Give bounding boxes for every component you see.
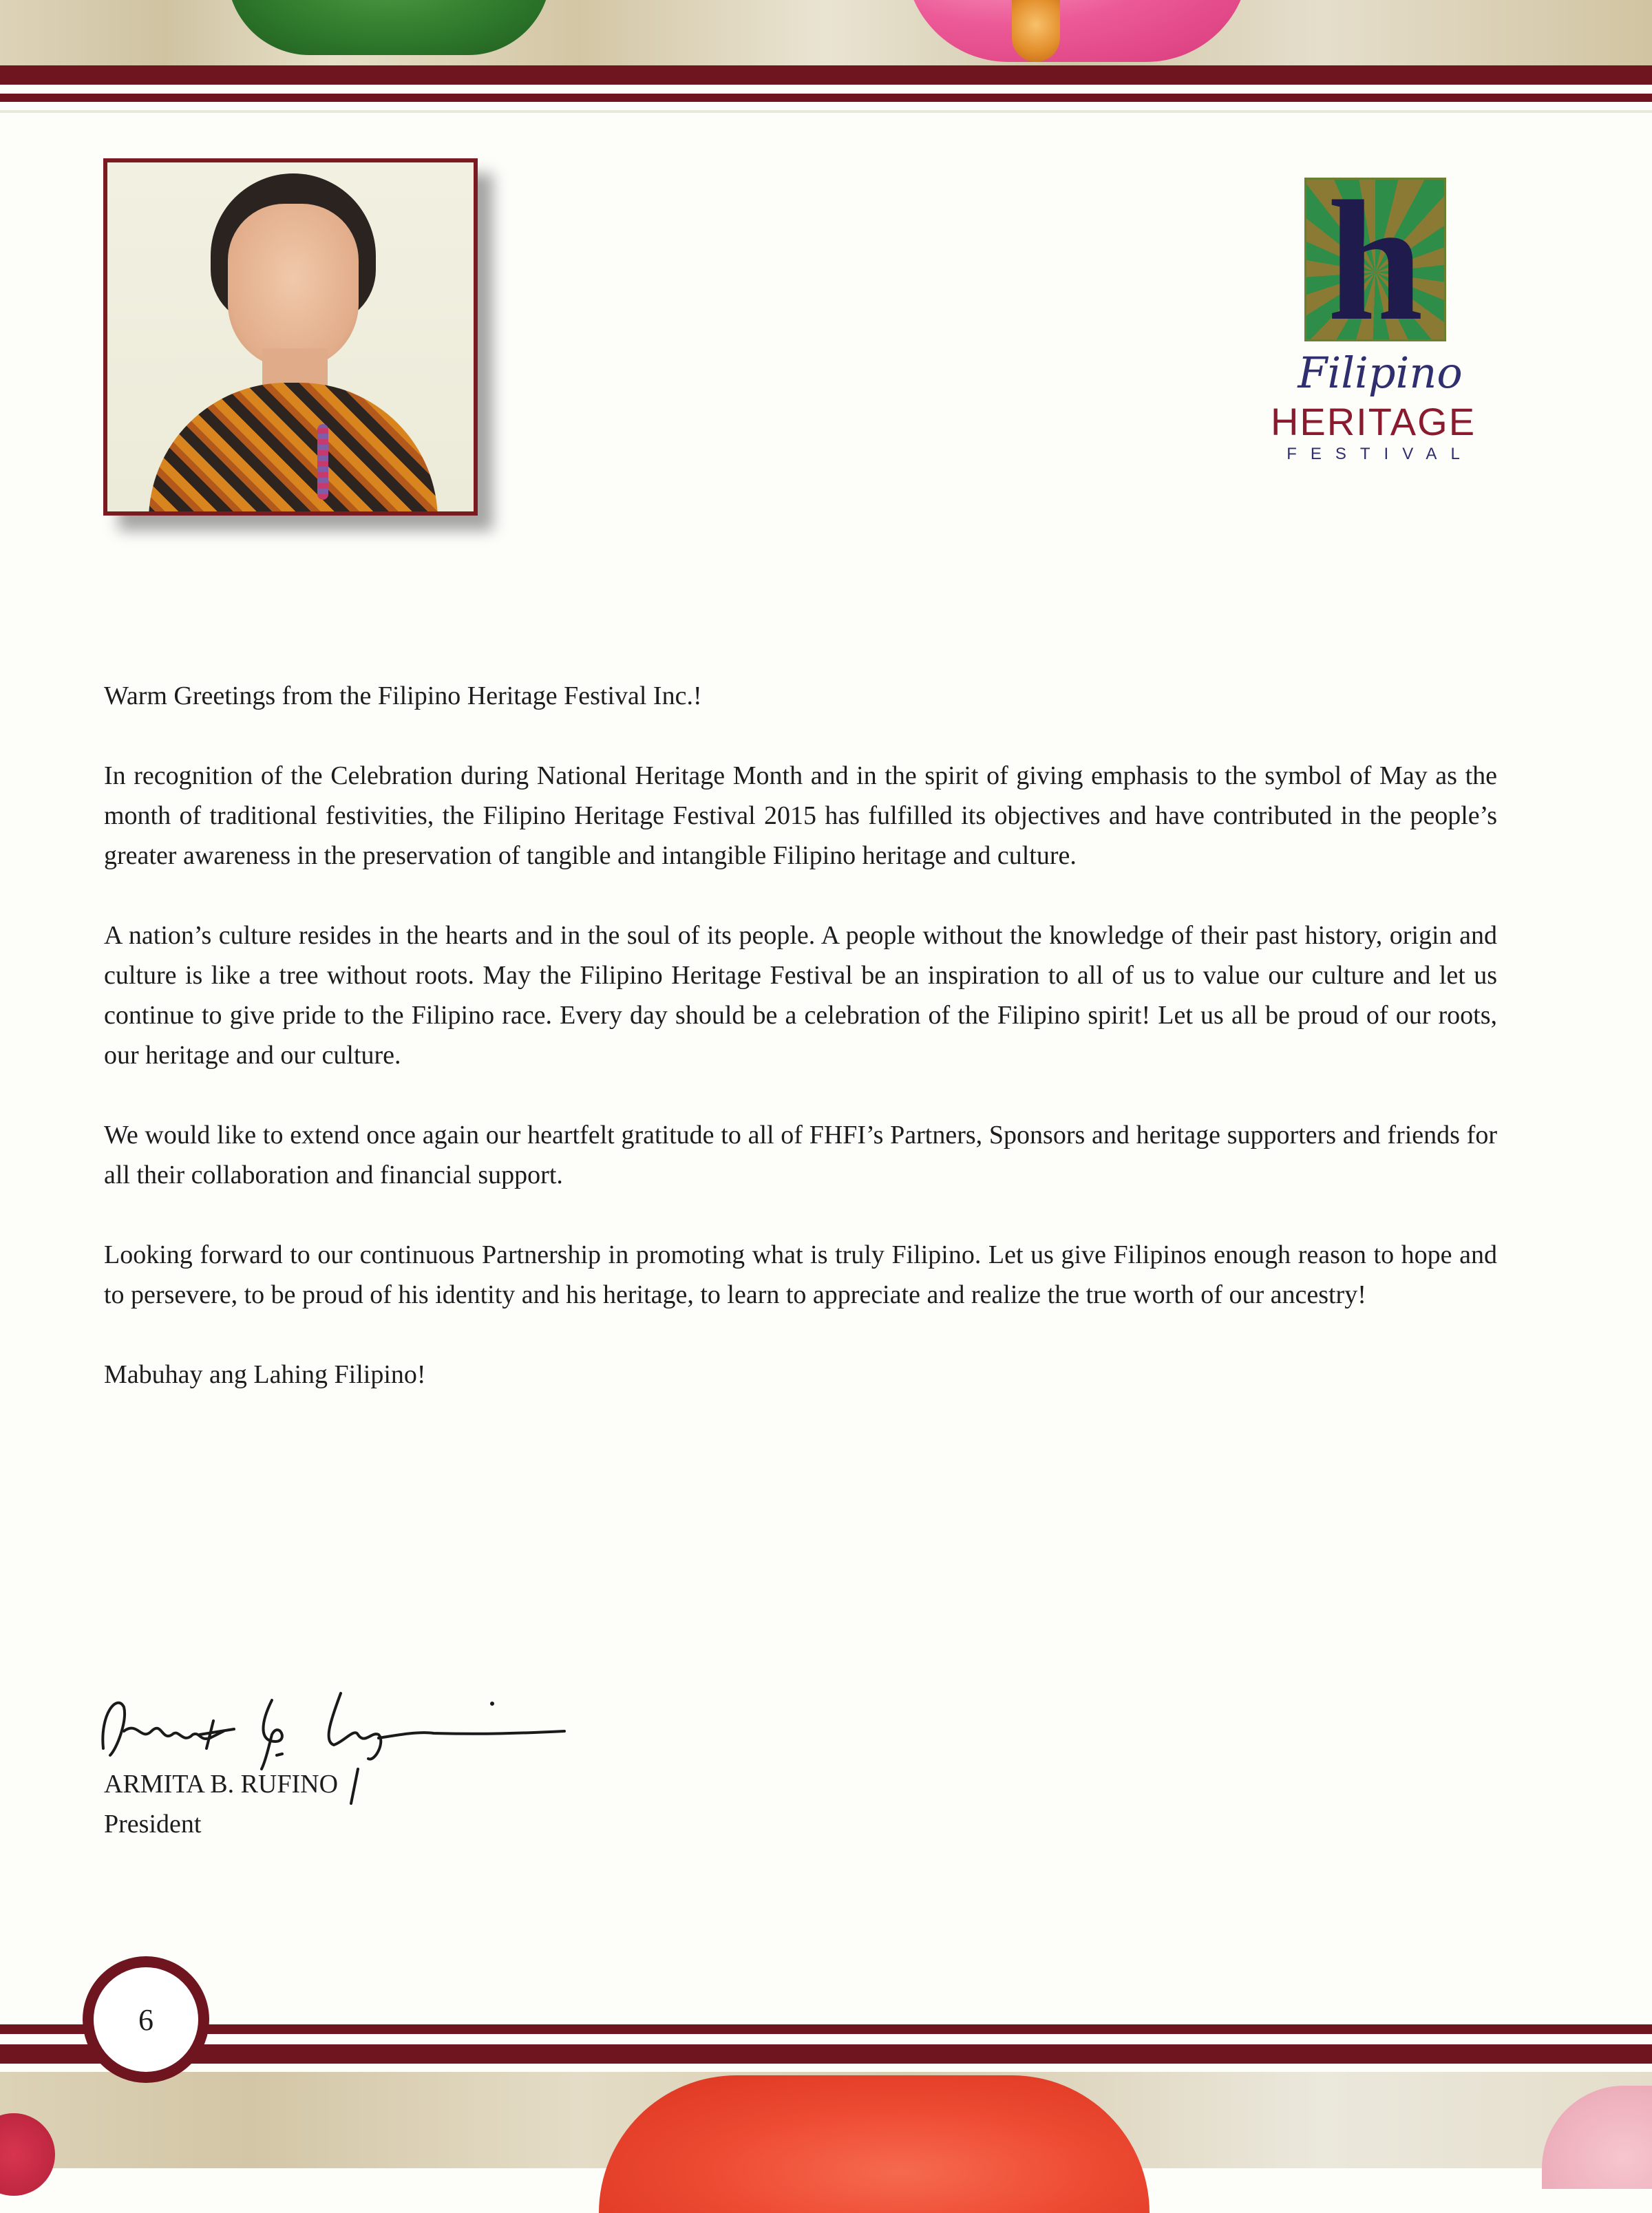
letter-paragraph: Looking forward to our continuous Partnership in promoting what is truly Filipino. Let us give Filipinos enough reason to hope and to persevere, to be proud of his identity and his heritage, to learn to appreciate and realize the true worth of our ancestry! [104,1240,1497,1309]
photo-necklace [317,424,328,500]
signer-title: President [104,1810,202,1839]
page-number-badge [83,1956,209,2083]
logo-word-filipino: Filipino [1298,348,1463,398]
header-band-thin [0,94,1652,102]
page-number: 6 [138,2002,153,2037]
letter-paragraph: A nation’s culture resides in the hearts and in the soul of its people. A people without the knowledge of their past history, origin and culture is like a tree without roots. May the Filipino Heritage Festival be an inspiration to all of us to value our culture and let us continue to give pride to the Filipino race. Every day should be a celebration of the Filipino spirit! Let us all be proud of our roots, our heritage and our culture. [104,921,1497,1070]
logo-letter: h [1327,178,1423,341]
letter-paragraph: In recognition of the Celebration during National Heritage Month and in the spirit of giving emphasis to the symbol of May as the month of traditional festivities, the Filipino Heritage Festival 2015 has fulfilled its objectives and have contributed in the people’s greater awareness in the preservation of tangible and intangible Filipino heritage and culture. [104,761,1497,870]
footer-band-thin [0,2024,1652,2034]
letter-greeting: Warm Greetings from the Filipino Heritage Festival Inc.! [104,681,702,710]
header-band-thick [0,65,1652,85]
signer-name: ARMITA B. RUFINO [104,1770,339,1799]
portrait-photo [103,158,478,516]
letter-paragraph: We would like to extend once again our heartfelt gratitude to all of FHFI’s Partners, Sponsors and heritage supporters and friends for all their collaboration and financial support. [104,1121,1497,1189]
photo-face [228,204,359,369]
header-band-light [0,110,1652,113]
leaf-decoration [227,0,551,55]
footer-band-thick [0,2044,1652,2064]
red-hibiscus-icon [599,2075,1150,2213]
festival-logo-mark [1304,178,1446,341]
logo-word-festival: FESTIVAL [1286,445,1474,463]
letter-body [104,676,1497,1434]
logo-word-heritage: HERITAGE [1270,400,1476,443]
letter-closing: Mabuhay ang Lahing Filipino! [104,1360,426,1389]
flower-stamen-decoration [1012,0,1060,62]
